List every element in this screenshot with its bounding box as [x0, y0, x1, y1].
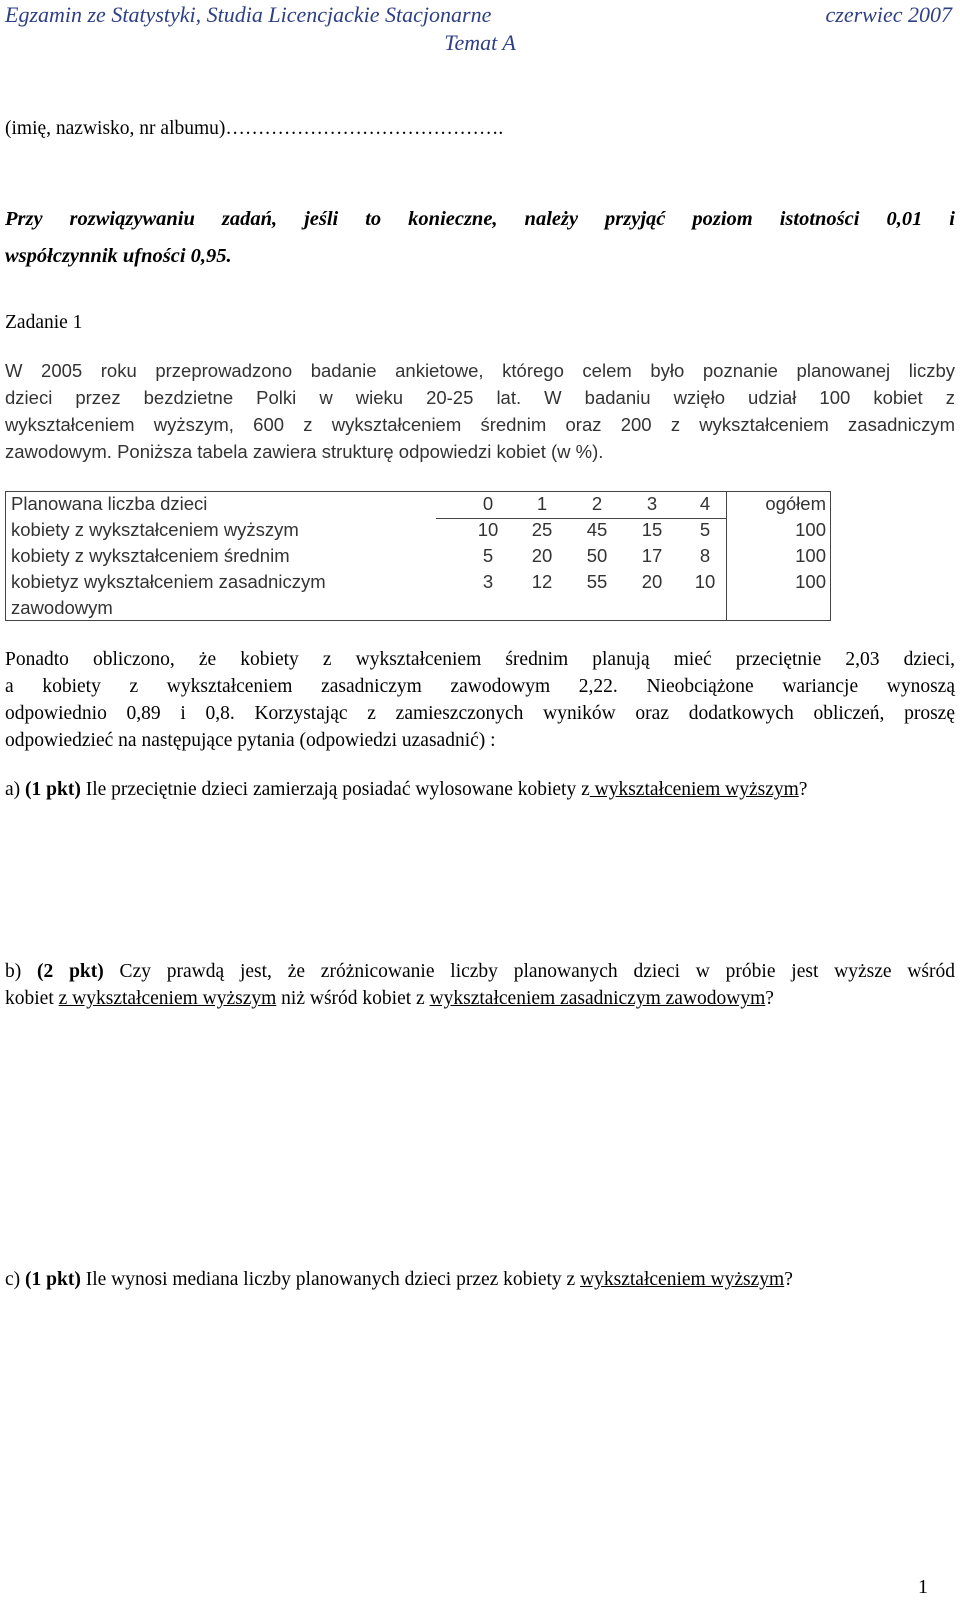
table-header-label: Planowana liczba dzieci	[11, 493, 208, 514]
intro-line-1: W 2005 roku przeprowadzono badanie ankietowe, którego celem było poznanie planowanej liczby	[5, 360, 955, 381]
table-col-0: 0	[482, 493, 494, 514]
row-value: 15	[641, 519, 663, 540]
row-value: 55	[586, 571, 608, 592]
header-topic: Temat A	[444, 30, 516, 55]
row-label: kobiety z wykształceniem średnim	[11, 545, 290, 566]
table-col-4: 4	[699, 493, 711, 514]
row-value: 45	[586, 519, 608, 540]
table-row	[6, 571, 830, 621]
row-value: 10	[694, 571, 716, 592]
answers-table	[5, 491, 831, 621]
question-c-underlined: wykształceniem wyższym	[580, 1269, 785, 1290]
page-header	[0, 0, 960, 60]
row-value: 17	[641, 545, 663, 566]
row-value: 12	[531, 571, 553, 592]
row-value: 5	[699, 519, 711, 540]
question-b-prefix: b)	[5, 961, 38, 982]
question-a-underlined: wykształceniem wyższym	[589, 779, 799, 800]
question-c-text: Ile wynosi mediana liczby planowanych dzieci przez kobiety z	[80, 1269, 581, 1290]
question-a	[5, 776, 955, 803]
question-a-end: ?	[798, 779, 808, 800]
row-label-continued: zawodowym	[11, 597, 113, 618]
intro-line-3: wykształceniem wyższym, 600 z wykształceniem średnim oraz 200 z wykształceniem zasadniczym	[5, 414, 955, 435]
question-b-underlined-2: wykształceniem zasadniczym zawodowym	[429, 988, 766, 1009]
row-label: kobietyz wykształceniem zasadniczym	[11, 571, 326, 592]
after-line-3: odpowiednio 0,89 i 0,8. Korzystając z zamieszczonych wyników oraz dodatkowych obliczeń, proszę	[5, 703, 955, 724]
row-value: 25	[531, 519, 553, 540]
row-total: 100	[795, 571, 826, 592]
intro-line-4: zawodowym. Poniższa tabela zawiera strukturę odpowiedzi kobiet (w %).	[5, 441, 604, 462]
question-c	[5, 1266, 955, 1293]
question-b-underlined-1: z wykształceniem wyższym	[58, 988, 277, 1009]
instructions-line-2: współczynnik ufności 0,95.	[5, 245, 232, 267]
question-b-text: Czy prawdą jest, że zróżnicowanie liczby planowanych dzieci w próbie jest wyższe wśród	[103, 961, 956, 982]
question-c-points: (1 pkt)	[25, 1269, 81, 1290]
task-title: Zadanie 1	[5, 312, 83, 333]
header-date: czerwiec 2007	[825, 2, 952, 27]
after-line-1: Ponadto obliczono, że kobiety z wykształceniem średnim planują mieć przeciętnie 2,03 dzieci,	[5, 649, 955, 670]
question-b-line-1	[5, 958, 955, 985]
row-value: 8	[699, 545, 711, 566]
header-course: Egzamin ze Statystyki, Studia Licencjackie Stacjonarne	[5, 2, 492, 27]
question-a-prefix: a)	[5, 779, 26, 800]
question-b-points: (2 pkt)	[37, 961, 104, 982]
intro-line-2: dzieci przez bezdzietne Polki w wieku 20-25 lat. W badaniu wzięło udział 100 kobiet z	[5, 387, 955, 408]
row-value: 10	[477, 519, 499, 540]
row-value: 20	[531, 545, 553, 566]
row-total: 100	[795, 545, 826, 566]
question-b-text-2b: niż wśród kobiet z	[276, 988, 430, 1009]
row-value: 3	[482, 571, 494, 592]
question-a-points: (1 pkt)	[25, 779, 81, 800]
table-col-3: 3	[646, 493, 658, 514]
table-row	[6, 545, 830, 571]
table-row	[6, 519, 830, 545]
table-col-1: 1	[536, 493, 548, 514]
question-a-text: Ile przeciętnie dzieci zamierzają posiadać wylosowane kobiety z	[80, 779, 590, 800]
after-line-2: a kobiety z wykształceniem zasadniczym zawodowym 2,22. Nieobciążone wariancje wynoszą	[5, 676, 955, 697]
question-c-prefix: c)	[5, 1269, 26, 1290]
row-total: 100	[795, 519, 826, 540]
name-line: (imię, nazwisko, nr albumu)…………………………………….	[5, 118, 504, 139]
table-col-2: 2	[591, 493, 603, 514]
row-value: 50	[586, 545, 608, 566]
question-c-end: ?	[784, 1269, 793, 1290]
row-value: 20	[641, 571, 663, 592]
table-header-row	[6, 493, 830, 519]
question-b-text-2a: kobiet	[5, 988, 59, 1009]
question-b-end: ?	[765, 988, 774, 1009]
page-number: 1	[918, 1576, 928, 1598]
instructions-line-1: Przy rozwiązywaniu zadań, jeśli to konieczne, należy przyjąć poziom istotności 0,01 i	[5, 208, 955, 230]
row-label: kobiety z wykształceniem wyższym	[11, 519, 299, 540]
row-value: 5	[482, 545, 494, 566]
table-col-total: ogółem	[765, 493, 826, 514]
after-line-4: odpowiedzieć na następujące pytania (odpowiedzi uzasadnić) :	[5, 730, 496, 751]
question-b-line-2	[5, 985, 955, 1012]
